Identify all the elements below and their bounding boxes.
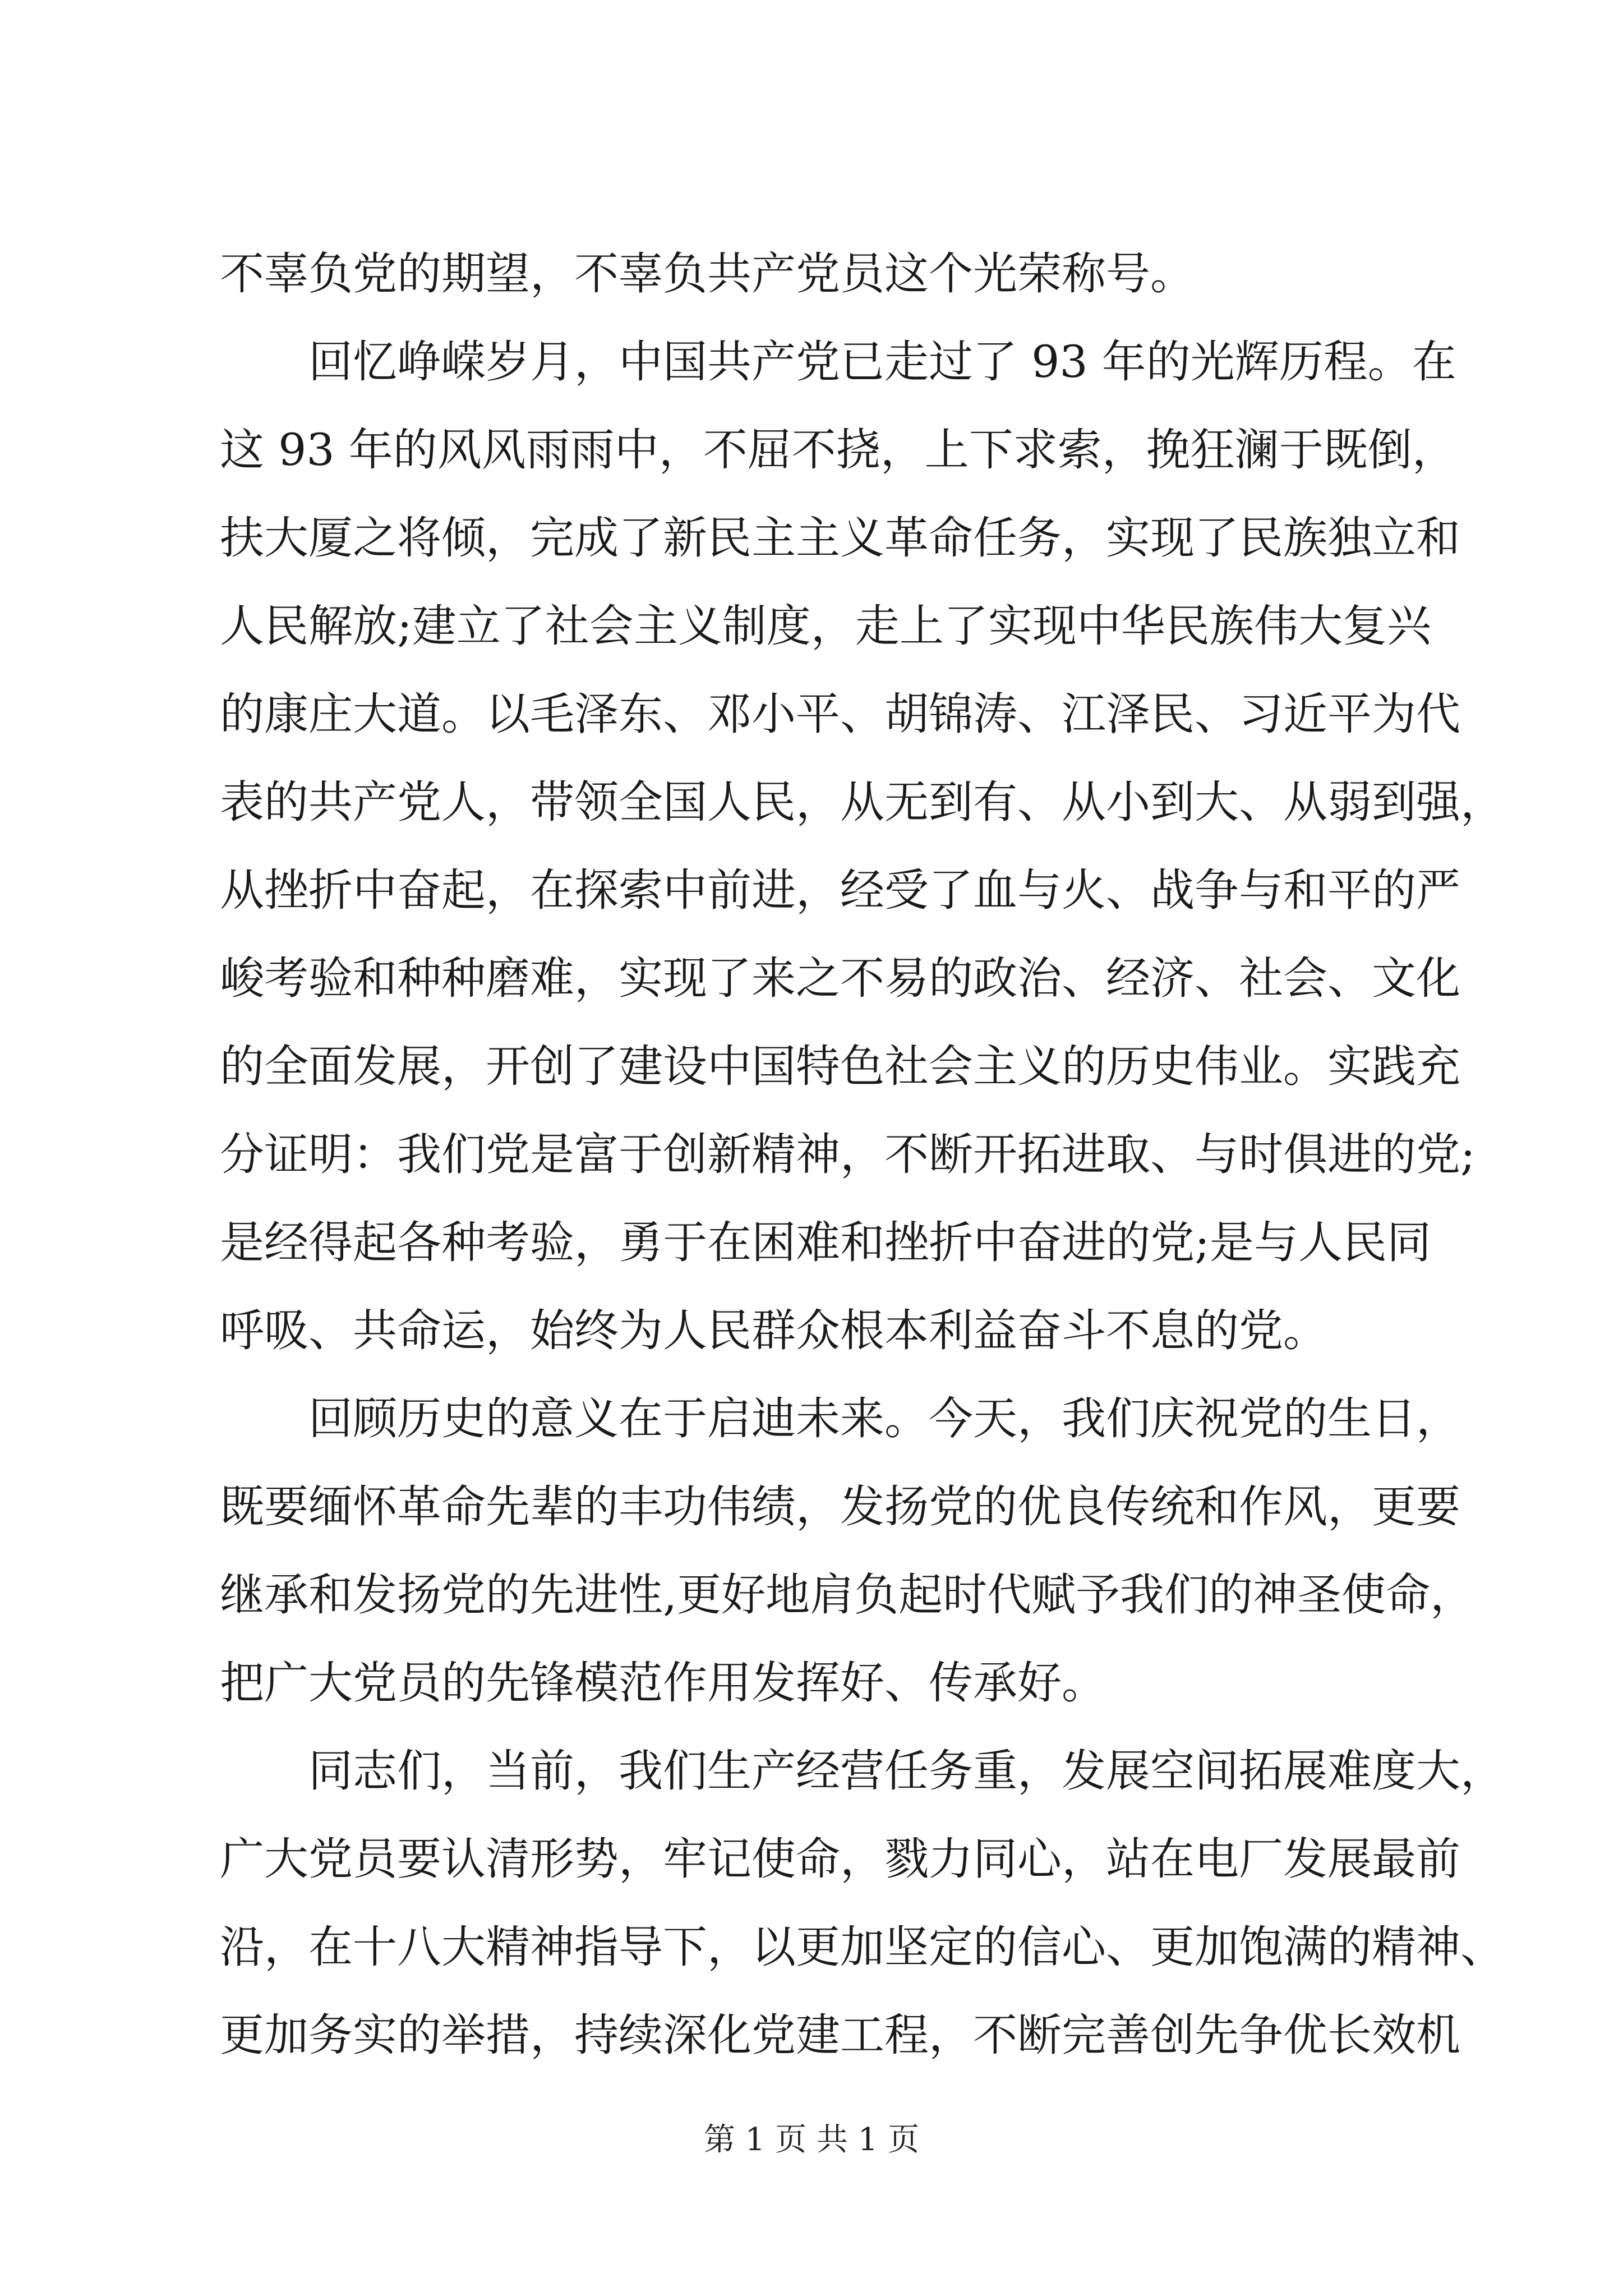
text-line: 的全面发展，开创了建设中国特色社会主义的历史伟业。实践充 — [220, 1041, 1460, 1092]
text-line: 人民解放;建立了社会主义制度，走上了实现中华民族伟大复兴 — [220, 600, 1431, 652]
text-line: 更加务实的举措，持续深化党建工程，不断完善创先争优长效机 — [220, 2009, 1460, 2061]
text-line: 这 93 年的风风雨雨中，不屈不挠，上下求索，挽狂澜于既倒， — [220, 424, 1456, 476]
text-line: 回顾历史的意义在于启迪未来。今天，我们庆祝党的生日， — [308, 1393, 1460, 1444]
text-line: 扶大厦之将倾，完成了新民主主义革命任务，实现了民族独立和 — [220, 512, 1460, 564]
text-line: 分证明：我们党是富于创新精神，不断开拓进取、与时俱进的党; — [220, 1129, 1476, 1180]
text-line: 峻考验和种种磨难，实现了来之不易的政治、经济、社会、文化 — [220, 953, 1460, 1004]
text-line: 从挫折中奋起，在探索中前进，经受了血与火、战争与和平的严 — [220, 864, 1460, 916]
text-line: 沿，在十八大精神指导下，以更加坚定的信心、更加饱满的精神、 — [220, 1921, 1505, 1973]
text-line: 把广大党员的先锋模范作用发挥好、传承好。 — [220, 1657, 1106, 1709]
document-body — [220, 230, 1505, 2079]
text-line: 的康庄大道。以毛泽东、邓小平、胡锦涛、江泽民、习近平为代 — [220, 688, 1460, 740]
text-line: 表的共产党人，带领全国人民，从无到有、从小到大、从弱到强， — [220, 776, 1505, 828]
text-line: 继承和发扬党的先进性,更好地肩负起时代赋予我们的神圣使命， — [220, 1569, 1475, 1621]
text-line: 是经得起各种考验，勇于在困难和挫折中奋进的党;是与人民同 — [220, 1217, 1431, 1268]
text-line: 不辜负党的期望，不辜负共产党员这个光荣称号。 — [220, 248, 1195, 300]
text-line: 既要缅怀革命先辈的丰功伟绩，发扬党的优良传统和作风，更要 — [220, 1481, 1460, 1533]
page-footer — [0, 2115, 1623, 2160]
text-line: 回忆峥嵘岁月，中国共产党已走过了 93 年的光辉历程。在 — [308, 336, 1456, 388]
text-line: 同志们，当前，我们生产经营任务重，发展空间拓展难度大， — [308, 1745, 1505, 1797]
page-number-label: 第 1 页 共 1 页 — [703, 2122, 920, 2158]
text-line: 广大党员要认清形势，牢记使命，戮力同心，站在电厂发展最前 — [220, 1833, 1460, 1885]
text-line: 呼吸、共命运，始终为人民群众根本利益奋斗不息的党。 — [220, 1305, 1327, 1356]
